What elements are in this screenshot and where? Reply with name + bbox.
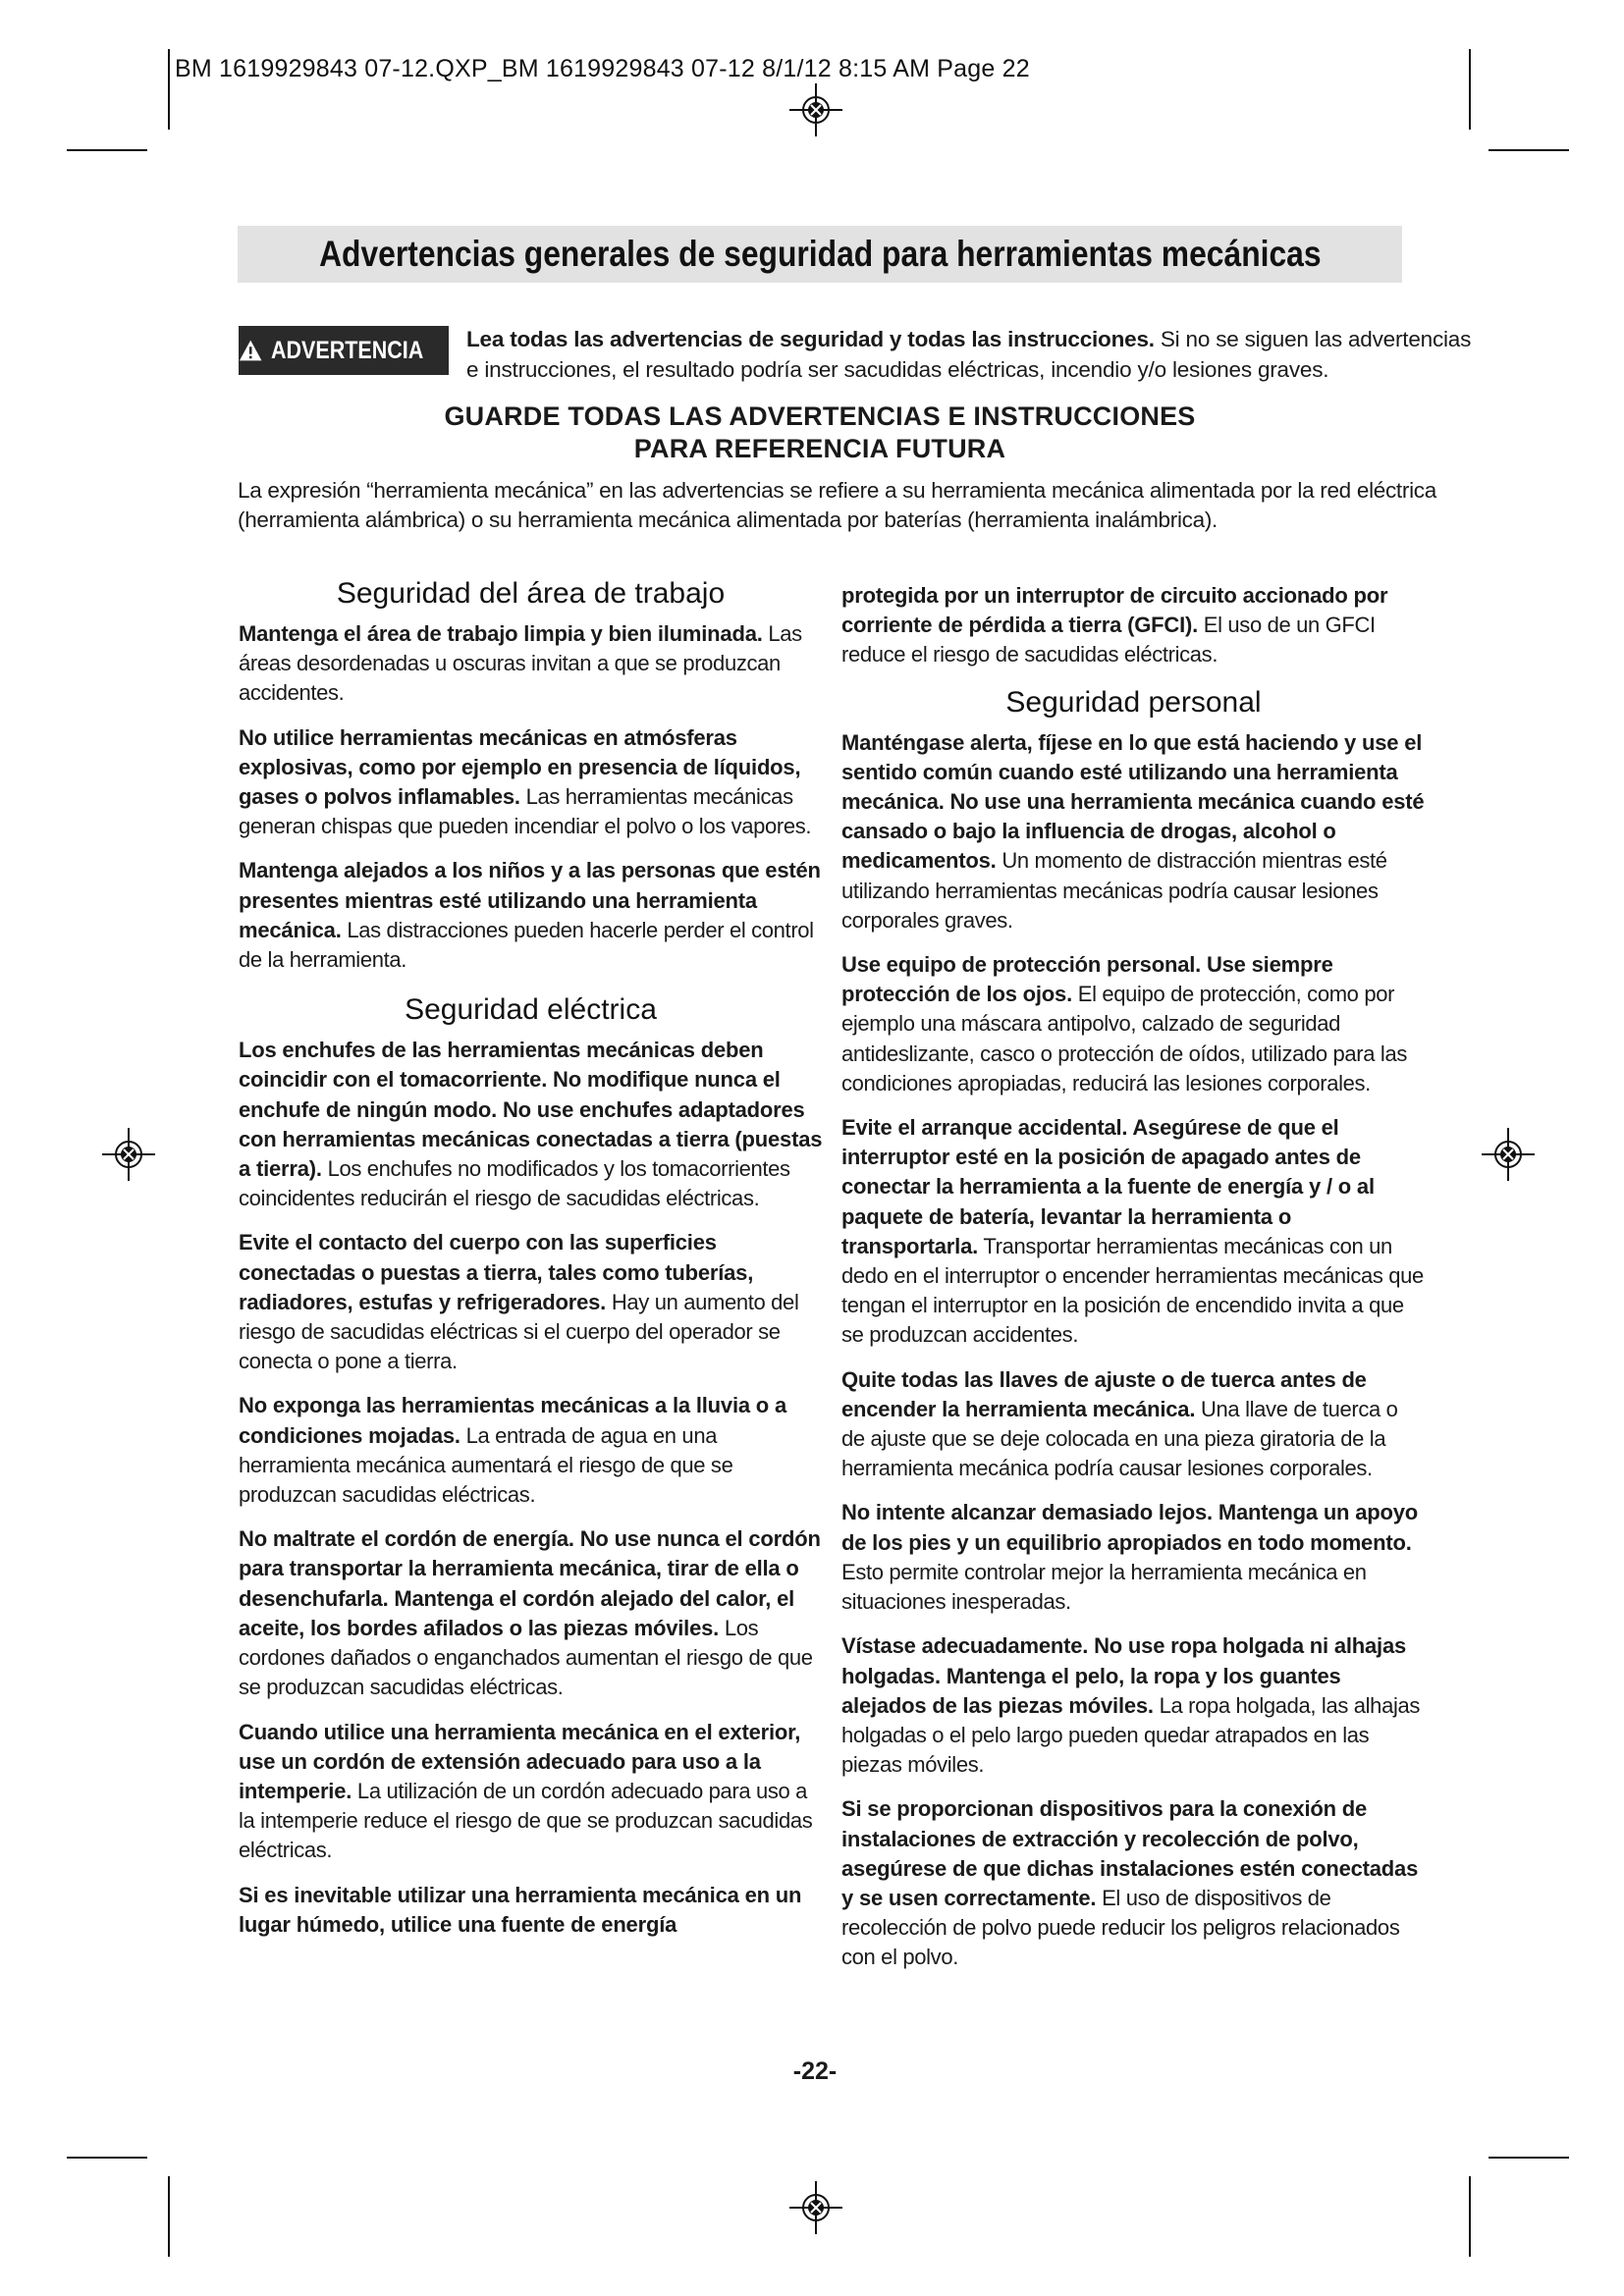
crop-mark: [168, 49, 170, 130]
paragraph-text: La utilización de un cordón adecuado para uso a la intemperie reduce el riesgo de que se produzcan sacudidas eléctricas.: [239, 1778, 813, 1863]
crop-mark: [1489, 149, 1569, 151]
paragraph: [239, 723, 823, 842]
paragraph-bold: No intente alcanzar demasiado lejos. Mantenga un apoyo de los pies y un equilibrio apropiados en todo momento.: [841, 1500, 1418, 1555]
paragraph-text: El equipo de protección, como por ejemplo una máscara antipolvo, calzado de seguridad antideslizante, casco o protección de oídos, utilizado para las condiciones apropiadas, reducirá las lesiones corporales.: [841, 982, 1407, 1095]
warning-badge-label: ADVERTENCIA: [271, 336, 424, 364]
save-heading-line: GUARDE TODAS LAS ADVERTENCIAS E INSTRUCCIONES: [444, 401, 1196, 431]
paragraph-text: Los enchufes no modificados y los tomacorrientes coincidentes reducirán el riesgo de sacudidas eléctricas.: [239, 1156, 790, 1211]
paragraph-bold: No exponga las herramientas mecánicas a la lluvia o a condiciones mojadas.: [239, 1393, 786, 1448]
paragraph-bold: Cuando utilice una herramienta mecánica en el exterior, use un cordón de extensión adecuado para uso a la intemperie.: [239, 1719, 801, 1803]
right-column: [841, 581, 1426, 1988]
paragraph: [239, 619, 823, 709]
paragraph-text: Un momento de distracción mientras esté utilizando herramientas mecánicas podría causar lesiones corporales graves.: [841, 848, 1387, 933]
paragraph-bold: Evite el arranque accidental. Asegúrese de que el interruptor esté en la posición de apagado antes de conectar la herramienta a la fuente de energía y / o al paquete de batería, levantar la herramienta o transportarla.: [841, 1115, 1375, 1258]
paragraph-bold: Los enchufes de las herramientas mecánicas deben coincidir con el tomacorriente. No modifique nunca el enchufe de ningún modo. No use enchufes adaptadores con herramientas mecánicas conectadas a tierra (puestas a tierra).: [239, 1038, 823, 1182]
paragraph: [239, 1036, 823, 1213]
paragraph: [841, 581, 1426, 670]
paragraph-bold: Mantenga alejados a los niños y a las personas que estén presentes mientras esté utilizando una herramienta mecánica.: [239, 858, 821, 942]
paragraph: [841, 1113, 1426, 1351]
warning-text-body: Si no se siguen las advertencias e instrucciones, el resultado podría ser sacudidas eléctricas, incendio y/o lesiones graves.: [466, 327, 1472, 382]
paragraph: [841, 1498, 1426, 1617]
paragraph: [239, 856, 823, 975]
paragraph-text: Las áreas desordenadas u oscuras invitan a que se produzcan accidentes.: [239, 621, 802, 706]
crop-mark: [1469, 49, 1471, 130]
paragraph: [841, 950, 1426, 1098]
left-column: [239, 576, 823, 1954]
section-heading-personal: Seguridad personal: [1005, 685, 1262, 719]
paragraph: [841, 728, 1426, 935]
paragraph: [239, 1718, 823, 1866]
page-title-bar: [238, 226, 1402, 283]
paragraph: [239, 1228, 823, 1376]
crop-mark: [168, 2176, 170, 2257]
printer-slug: BM 1619929843 07-12.QXP_BM 1619929843 07-12 8/1/12 8:15 AM Page 22: [175, 55, 1030, 82]
section-heading-work-area: Seguridad del área de trabajo: [336, 577, 726, 610]
paragraph: [841, 1631, 1426, 1780]
paragraph-bold: No utilice herramientas mecánicas en atmósferas explosivas, como por ejemplo en presencia de líquidos, gases o polvos inflamables.: [239, 724, 801, 810]
paragraph-bold: Si se proporcionan dispositivos para la conexión de instalaciones de extracción y recolección de polvo, asegúrese de que dichas instalaciones estén conectadas y se usen correctamente.: [841, 1796, 1419, 1910]
paragraph-bold: Mantenga el área de trabajo limpia y bien iluminada.: [239, 621, 763, 646]
paragraph-bold: Quite todas las llaves de ajuste o de tuerca antes de encender la herramienta mecánica.: [841, 1366, 1367, 1421]
crop-mark: [67, 2157, 147, 2159]
paragraph-bold: protegida por un interruptor de circuito accionado por corriente de pérdida a tierra (GFCI).: [841, 583, 1388, 638]
warning-text: [466, 324, 1488, 385]
paragraph: [841, 1794, 1426, 1972]
crop-mark: [67, 149, 147, 151]
paragraph-text: Esto permite controlar mejor la herramienta mecánica en situaciones inesperadas.: [841, 1559, 1367, 1615]
page-title: Advertencias generales de seguridad para herramientas mecánicas: [318, 234, 1322, 274]
paragraph-text: Hay un aumento del riesgo de sacudidas eléctricas si el cuerpo del operador se conecta o pone a tierra.: [239, 1289, 799, 1374]
paragraph: [239, 1524, 823, 1702]
paragraph: [841, 1365, 1426, 1484]
registration-mark-icon: [1482, 1128, 1535, 1181]
paragraph-text: Las herramientas mecánicas generan chispas que pueden incendiar el polvo o los vapores.: [239, 784, 812, 839]
warning-text-bold: Lea todas las advertencias de seguridad y todas las instrucciones.: [466, 327, 1155, 351]
paragraph-bold: Manténgase alerta, fíjese en lo que está haciendo y use el sentido común cuando esté utilizando una herramienta mecánica. No use una herramienta mecánica cuando esté cansado o bajo la influencia de drogas, alcohol o medicamentos.: [841, 729, 1425, 874]
paragraph-text: Las distracciones pueden hacerle perder el control de la herramienta.: [239, 917, 814, 973]
crop-mark: [1489, 2157, 1569, 2159]
paragraph-bold: Evite el contacto del cuerpo con las superficies conectadas o puestas a tierra, tales como tuberías, radiadores, estufas y refrigeradores.: [239, 1230, 754, 1314]
paragraph-text: Transportar herramientas mecánicas con un dedo en el interruptor o encender herramientas mecánicas que tengan el interruptor en la posición de encendido invita a que se produzcan accidentes.: [841, 1233, 1424, 1348]
paragraph-bold: Vístase adecuadamente. No use ropa holgada ni alhajas holgadas. Mantenga el pelo, la ropa y los guantes alejados de las piezas móviles.: [841, 1633, 1407, 1718]
registration-mark-icon: [789, 83, 842, 136]
page-number: -22-: [792, 2057, 838, 2085]
warning-badge: [239, 326, 449, 375]
save-instructions-heading: [238, 400, 1402, 465]
paragraph: [239, 1391, 823, 1510]
intro-paragraph: La expresión “herramienta mecánica” en las advertencias se refiere a su herramienta mecánica alimentada por la red eléctrica (herramienta alámbrica) o su herramienta mecánica alimentada por baterías (herramienta inalámbrica).: [238, 478, 1436, 532]
paragraph-text: El uso de dispositivos de recolección de polvo puede reducir los peligros relacionados con el polvo.: [841, 1885, 1400, 1970]
save-heading-line: PARA REFERENCIA FUTURA: [633, 434, 1006, 463]
crop-mark: [1469, 2176, 1471, 2257]
paragraph-text: La ropa holgada, las alhajas holgadas o el pelo largo pueden quedar atrapados en las piezas móviles.: [841, 1692, 1421, 1778]
paragraph-bold: Si es inevitable utilizar una herramienta mecánica en un lugar húmedo, utilice una fuente de energía: [239, 1882, 802, 1937]
registration-mark-icon: [102, 1128, 155, 1181]
paragraph: [239, 1881, 823, 1940]
paragraph-bold: No maltrate el cordón de energía. No use nunca el cordón para transportar la herramienta mecánica, tirar de ella o desenchufarla. Mantenga el cordón alejado del calor, el aceite, los bordes afilados o las piezas móviles.: [239, 1526, 821, 1640]
paragraph-text: El uso de un GFCI reduce el riesgo de sacudidas eléctricas.: [841, 613, 1376, 667]
registration-mark-icon: [789, 2181, 842, 2234]
paragraph-text: Los cordones dañados o enganchados aumentan el riesgo de que se produzcan sacudidas eléctricas.: [239, 1615, 813, 1700]
section-heading-electrical: Seguridad eléctrica: [405, 993, 657, 1027]
paragraph-text: La entrada de agua en una herramienta mecánica aumentará el riesgo de que se produzcan sacudidas eléctricas.: [239, 1422, 733, 1508]
paragraph-bold: Use equipo de protección personal. Use siempre protección de los ojos.: [841, 952, 1333, 1007]
warning-triangle-icon: [239, 339, 262, 362]
paragraph-text: Una llave de tuerca o de ajuste que se deje colocada en una pieza giratoria de la herramienta mecánica podría causar lesiones corporales.: [841, 1396, 1398, 1481]
